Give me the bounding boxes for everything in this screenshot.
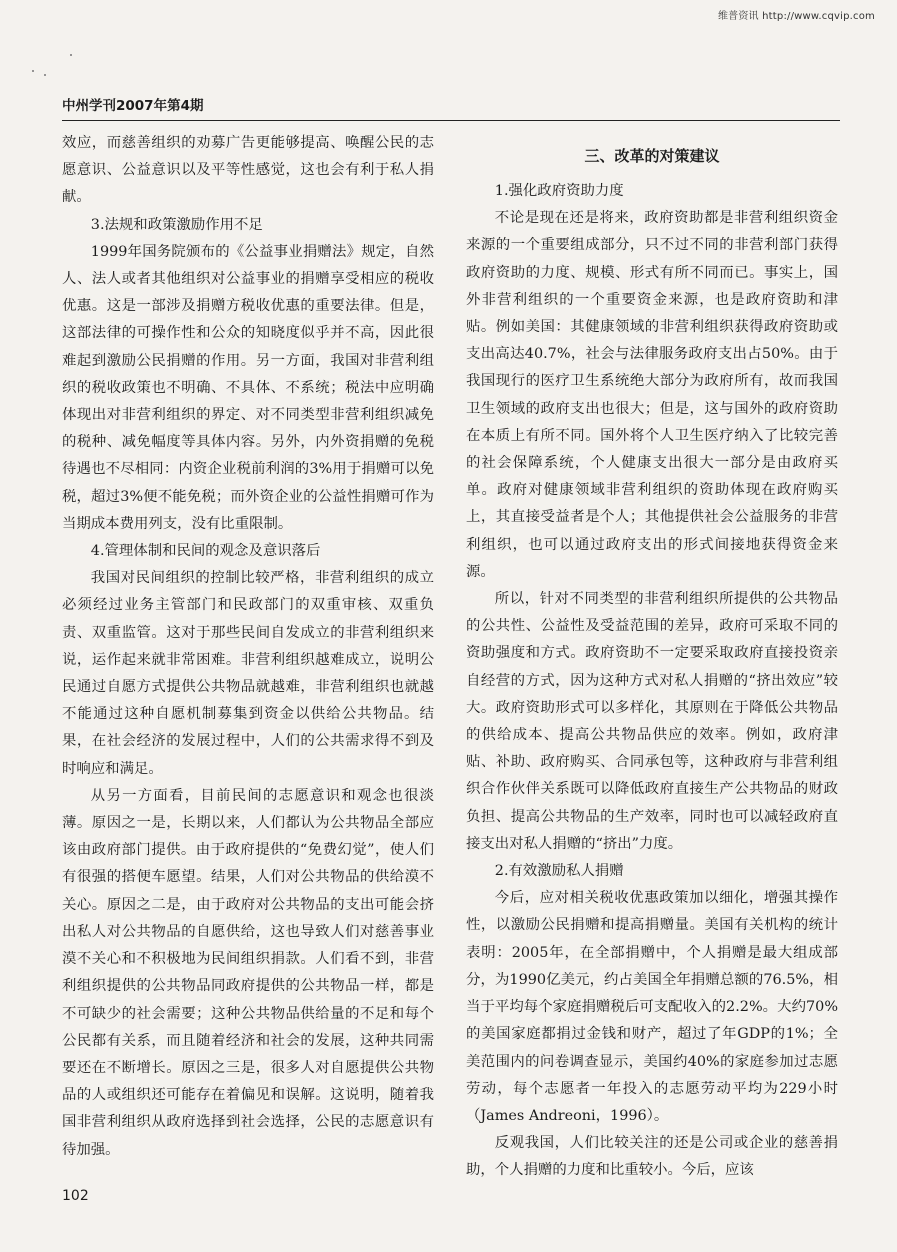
paragraph: 从另一方面看，目前民间的志愿意识和观念也很淡薄。原因之一是，长期以来，人们都认为公共物品全部应该由政府部门提供。由于政府提供的“免费幻觉”，使人们有很强的搭便车愿望。结果，人们对公共物品的供给漠不关心。原因之二是，由于政府对公共物品的支出可能会挤出私人对公共物品的自愿供给，这也导致人们对慈善事业漠不关心和不积极地为民间组织捐款。人们看不到，非营利组织提供的公共物品同政府提供的公共物品一样，都是不可缺少的社会需要；这种公共物品供给量的不足和每个公民都有关系，而且随着经济和社会的发展，这种共同需要还在不断增长。原因之三是，很多人对自愿提供公共物品的人或组织还可能存在着偏见和误解。这说明，随着我国非营利组织从政府选择到社会选择，公民的志愿意识有待加强。 [62,787,434,1158]
left-column [62,130,434,1164]
subsection-heading: 1.强化政府资助力度 [494,183,624,199]
subsection-heading: 3.法规和政策激励作用不足 [90,216,263,233]
paragraph: 我国对民间组织的控制比较严格，非营利组织的成立必须经过业务主管部门和民政部门的双重审核、双重负责、双重监管。这对于那些民间自发成立的非营利组织来说，运作起来就非常困难。非营利组织越难成立，说明公民通过自愿方式提供公共物品就越难，非营利组织也就越不能通过这种自愿机制募集到资金以供给公共物品。结果，在社会经济的发展过程中，人们的公共需求得不到及时响应和满足。 [62,570,434,777]
paragraph: 反观我国，人们比较关注的还是公司或企业的慈善捐助，个人捐赠的力度和比重较小。今后，应该 [466,1135,838,1179]
paragraph: 1999年国务院颁布的《公益事业捐赠法》规定，自然人、法人或者其他组织对公益事业的捐赠享受相应的税收优惠。这是一部涉及捐赠方税收优惠的重要法律。但是，这部法律的可操作性和公众的知晓度似乎并不高，因此很难起到激励公民捐赠的作用。另一方面，我国对非营利组织的税收政策也不明确、不具体、不系统；税法中应明确体现出对非营利组织的界定、对不同类型非营利组织减免的税种、减免幅度等具体内容。另外，内外资捐赠的免税待遇也不尽相同：内资企业税前利润的3%用于捐赠可以免税，超过3%便不能免税；而外资企业的公益性捐赠可作为当期成本费用列支，没有比重限制。 [62,243,434,532]
watermark-url: 维普资讯 http://www.cqvip.com [717,11,875,22]
paragraph: 效应，而慈善组织的劝募广告更能够提高、唤醒公民的志愿意识、公益意识以及平等性感觉，这也会有利于私人捐献。 [62,135,434,206]
paragraph: 所以，针对不同类型的非营利组织所提供的公共物品的公共性、公益性及受益范围的差异，政府可采取不同的资助强度和方式。政府资助不一定要采取政府直接投资亲自经营的方式，因为这种方式对私人捐赠的“挤出效应”较大。政府资助形式可以多样化，其原则在于降低公共物品的供给成本、提高公共物品供应的效率。例如，政府津贴、补助、政府购买、合同承包等，这种政府与非营利组织合作伙伴关系既可以降低政府直接生产公共物品的财政负担、提高公共物品的生产效率，同时也可以减轻政府直接支出对私人捐赠的“挤出”力度。 [466,591,838,852]
paragraph: 今后，应对相关税收优惠政策加以细化，增强其操作性，以激励公民捐赠和提高捐赠量。美国有关机构的统计表明：2005年，在全部捐赠中，个人捐赠是最大组成部分，为1990亿美元，约占美国全年捐赠总额的76.5%，相当于平均每个家庭捐赠税后可支配收入的2.2%。大约70%的美国家庭都捐过金钱和财产，超过了年GDP的1%；全美范围内的问卷调查显示，美国约40%的家庭参加过志愿劳动，每个志愿者一年投入的志愿劳动平均为229小时（James Andreoni，1996）。 [466,890,838,1124]
section-heading: 三、改革的对策建议 [584,147,720,165]
right-column [466,130,838,1185]
subsection-heading: 2.有效激励私人捐赠 [494,863,624,880]
paragraph: 不论是现在还是将来，政府资助都是非营利组织资金来源的一个重要组成部分，只不过不同的非营利部门获得政府资助的力度、规模、形式有所不同而已。事实上，国外非营利组织的一个重要资金来源，也是政府资助和津贴。例如美国：其健康领域的非营利组织获得政府资助或支出高达40.7%，社会与法律服务政府支出占50%。由于我国现行的医疗卫生系统绝大部分为政府所有，故而我国卫生领域的政府支出也很大；但是，这与国外的政府资助在本质上有所不同。国外将个人卫生医疗纳入了比较完善的社会保障系统，个人健康支出很大一部分是由政府买单。政府对健康领域非营利组织的资助体现在政府购买上，其直接受益者是个人；其他提供社会公益服务的非营利组织，也可以通过政府支出的形式间接地获得资金来源。 [466,210,838,580]
journal-header: 中州学刊2007年第4期 [62,94,840,121]
page-number: 102 [62,1188,89,1204]
subsection-heading: 4.管理体制和民间的观念及意识落后 [90,543,321,560]
